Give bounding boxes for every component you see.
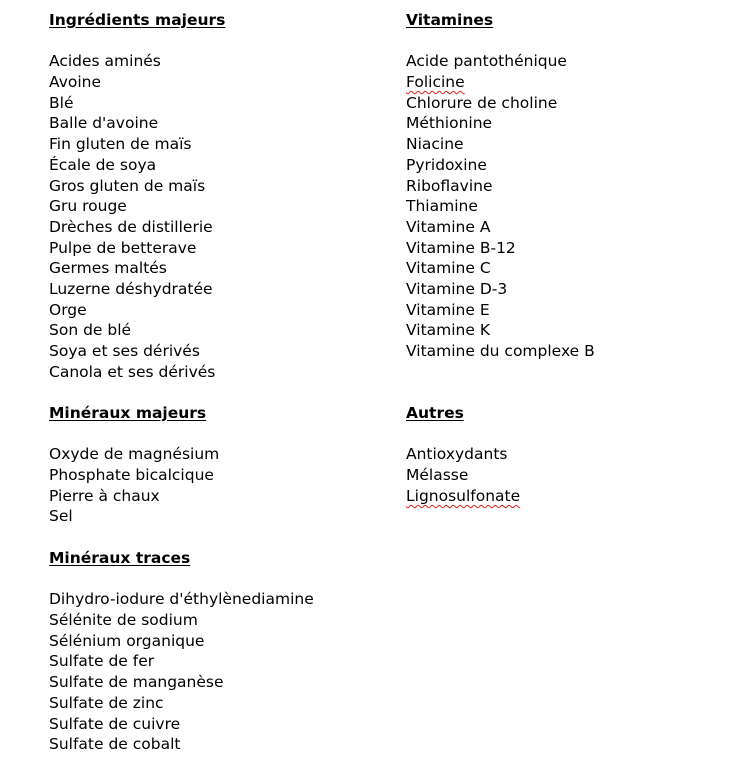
misspelled-word[interactable]: Lignosulfonate: [406, 486, 521, 505]
list-item: Niacine: [406, 135, 464, 154]
list-item: Pyridoxine: [406, 155, 487, 174]
list-item: Vitamine K: [406, 321, 491, 340]
list-item: [406, 72, 595, 93]
list-item: Acide pantothénique: [406, 52, 567, 71]
section-autres: [406, 403, 520, 506]
list-item: Vitamine E: [406, 300, 490, 319]
list-item: Avoine: [49, 73, 102, 92]
vitamin-list: [406, 51, 595, 361]
list-item: Sélénium organique: [49, 631, 205, 650]
list-item: Pierre à chaux: [49, 486, 160, 505]
list-item: Écale de soya: [49, 155, 157, 174]
list-item: Soya et ses dérivés: [49, 342, 200, 360]
list-item: Riboflavine: [406, 176, 493, 195]
section-heading: Vitamines: [406, 11, 494, 29]
list-item: Vitamine du complexe B: [406, 342, 595, 360]
list-item: Sulfate de fer: [49, 652, 155, 671]
section-mineraux-majeurs: [49, 403, 219, 527]
list-item: Orge: [49, 300, 87, 319]
list-item: Sulfate de manganèse: [49, 673, 224, 692]
list-item: Sélénite de sodium: [49, 611, 198, 630]
trace-mineral-list: [49, 589, 314, 755]
list-item: [406, 486, 520, 507]
list-item: Oxyde de magnésium: [49, 445, 220, 464]
list-item: Luzerne déshydratée: [49, 279, 213, 298]
section-mineraux-traces: [49, 548, 314, 755]
section-heading: Minéraux traces: [49, 549, 191, 567]
list-item: Vitamine C: [406, 259, 491, 278]
list-item: Drèches de distillerie: [49, 217, 213, 236]
list-item: Vitamine D-3: [406, 279, 508, 298]
section-vitamines: [406, 10, 595, 362]
list-item: Phosphate bicalcique: [49, 466, 214, 485]
list-item: Gros gluten de maïs: [49, 176, 206, 195]
list-item: Canola et ses dérivés: [49, 362, 216, 381]
list-item: Fin gluten de maïs: [49, 135, 192, 154]
list-item: Chlorure de choline: [406, 93, 558, 112]
list-item: Gru rouge: [49, 197, 127, 216]
ingredient-list: [49, 51, 225, 382]
list-item: Sulfate de zinc: [49, 693, 164, 712]
section-heading: Autres: [406, 404, 464, 422]
list-item: Antioxydants: [406, 445, 508, 464]
list-item: Dihydro-iodure d'éthylènediamine: [49, 590, 314, 609]
list-item: Sel: [49, 507, 73, 526]
list-item: Vitamine A: [406, 217, 491, 236]
list-item: Sulfate de cobalt: [49, 735, 181, 754]
list-item: Acides aminés: [49, 52, 161, 71]
list-item: Thiamine: [406, 197, 478, 216]
list-item: Sulfate de cuivre: [49, 714, 181, 733]
list-item: Germes maltés: [49, 259, 167, 278]
section-heading: Ingrédients majeurs: [49, 11, 226, 29]
list-item: Méthionine: [406, 114, 493, 133]
list-item: Son de blé: [49, 321, 132, 340]
misspelled-word[interactable]: Folicine: [406, 73, 465, 92]
section-ingredients-majeurs: [49, 10, 225, 382]
list-item: Mélasse: [406, 466, 469, 485]
list-item: Vitamine B-12: [406, 238, 516, 257]
section-heading: Minéraux majeurs: [49, 404, 207, 422]
other-list: [406, 444, 520, 506]
mineral-list: [49, 444, 219, 527]
list-item: Blé: [49, 93, 74, 112]
list-item: Balle d'avoine: [49, 114, 159, 133]
list-item: Pulpe de betterave: [49, 238, 197, 257]
